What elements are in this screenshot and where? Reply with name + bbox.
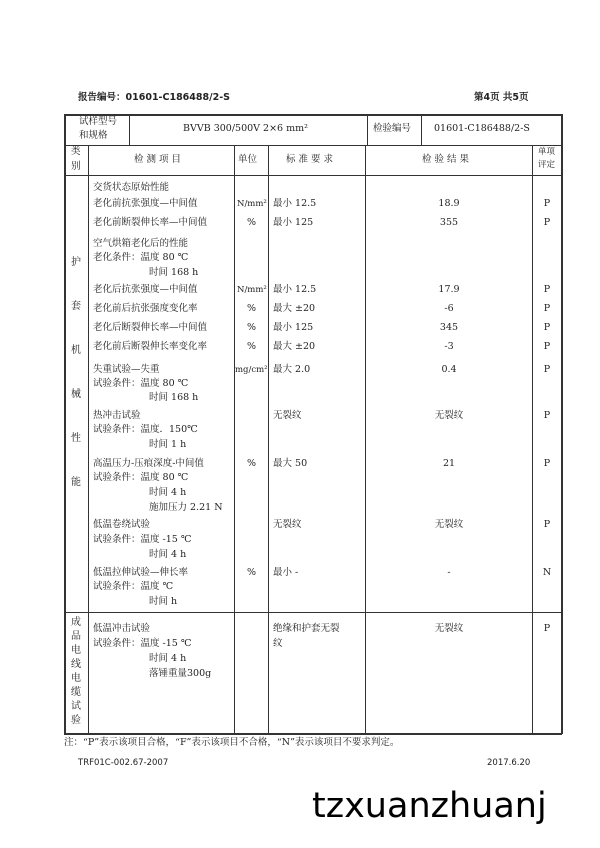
table-row-item: 时间 168 h: [149, 392, 199, 403]
table-row-judge: P: [543, 364, 551, 375]
table-row-item: 交货状态原始性能: [93, 182, 170, 193]
table-row-item: 老化前断裂伸长率—中间值: [93, 217, 208, 228]
col-item: 检 测 项 目: [134, 154, 182, 165]
table-row-item: 高温压力-压痕深度-中间值: [93, 458, 204, 469]
footnote: 注：“P”表示该项目合格，“F”表示该项目不合格，“N”表示该项目不要求判定。: [64, 737, 400, 748]
table-row-item: 试验条件：温度 ℃: [93, 581, 174, 592]
col-judge-line2: 评定: [538, 160, 556, 170]
table-row-item: 空气烘箱老化后的性能: [93, 238, 189, 249]
report-number: 报告编号：01601-C186488/2-S: [78, 92, 230, 103]
table-row-item: 老化后断裂伸长率—中间值: [93, 322, 208, 333]
table-row-item: 试验条件：温度 80 ℃: [93, 378, 189, 389]
section2-std: 纹: [273, 638, 283, 649]
table-row-unit: %: [246, 341, 257, 352]
table-row-std: 最大 2.0: [273, 364, 311, 375]
table-row-result: 18.9: [438, 198, 460, 209]
table-row-judge: P: [543, 284, 551, 295]
table-row-unit: %: [246, 217, 257, 228]
table-row-judge: P: [543, 217, 551, 228]
table-row-std: 最大 ±20: [273, 341, 316, 352]
col-standard: 标 准 要 求: [286, 154, 334, 165]
table-row-unit: N/mm²: [237, 199, 267, 209]
table-row-result: 无裂纹: [434, 410, 464, 421]
table-row-item: 试验条件：温度 -15 ℃: [93, 534, 192, 545]
page-info: 第4页 共5页: [474, 92, 529, 103]
col-category-line2: 别: [71, 161, 81, 172]
table-row-unit: %: [246, 567, 257, 578]
table-row-std: 最小 12.5: [273, 284, 317, 295]
section2-item: 时间 4 h: [149, 653, 187, 664]
section2-item: 低温冲击试验: [93, 623, 151, 634]
table-row-item: 时间 h: [149, 596, 178, 607]
table-row-unit: mg/cm²: [235, 365, 268, 375]
table-row-unit: %: [246, 458, 257, 469]
table-row-std: 最小 125: [273, 217, 314, 228]
table-row-judge: P: [543, 322, 551, 333]
table-row-std: 最大 ±20: [273, 303, 316, 314]
table-row-item: 老化条件：温度 80 ℃: [93, 252, 189, 263]
inspection-number: 01601-C186488/2-S: [434, 123, 530, 134]
section2-item: 试验条件：温度 -15 ℃: [93, 638, 192, 649]
table-row-judge: P: [543, 519, 551, 530]
form-number: TRF01C-002.67-2007: [78, 758, 169, 768]
table-row-result: 355: [439, 217, 459, 228]
col-unit: 单位: [238, 154, 258, 165]
col-result: 检 验 结 果: [422, 154, 470, 165]
table-row-judge: P: [543, 341, 551, 352]
table-row-item: 老化前后抗张强度变化率: [93, 303, 198, 314]
table-row-item: 低温拉伸试验—伸长率: [93, 567, 189, 578]
report-date: 2017.6.20: [487, 758, 531, 768]
table-row-item: 施加压力 2.21 N: [149, 502, 223, 513]
inspection-label: 检验编号: [373, 123, 412, 134]
table-row-std: 无裂纹: [273, 410, 302, 421]
sample-label-line1: 试样型号: [79, 116, 118, 127]
table-row-result: 无裂纹: [434, 519, 464, 530]
watermark: tzxuanzhuanj: [312, 786, 547, 826]
table-row-item: 失重试验—失重: [93, 364, 160, 375]
col-judge-line1: 单项: [538, 147, 556, 157]
table-row-std: 最小 12.5: [273, 198, 317, 209]
section2-judge: P: [543, 623, 551, 634]
table-row-item: 老化前抗张强度—中间值: [93, 198, 198, 209]
table-row-unit: %: [246, 303, 257, 314]
table-row-item: 试验条件：温度 80 ℃: [93, 472, 189, 483]
table-row-item: 时间 4 h: [149, 549, 187, 560]
table-row-item: 热冲击试验: [93, 410, 141, 421]
section2-std: 绝缘和护套无裂: [273, 623, 340, 634]
table-row-item: 时间 168 h: [149, 267, 199, 278]
section2-result: 无裂纹: [434, 623, 464, 634]
table-row-judge: N: [542, 567, 552, 578]
table-row-unit: N/mm²: [237, 285, 267, 295]
section2-item: 落锤重量300g: [149, 668, 212, 679]
table-row-judge: P: [543, 303, 551, 314]
table-row-std: 最大 50: [273, 458, 308, 469]
table-row-item: 时间 4 h: [149, 487, 187, 498]
table-row-item: 试验条件：温度．150℃: [93, 424, 198, 435]
table-row-unit: %: [246, 322, 257, 333]
sample-label-line2: 和规格: [79, 130, 108, 141]
table-row-result: 17.9: [438, 284, 460, 295]
table-row-result: 0.4: [441, 364, 457, 375]
table-row-result: -3: [444, 341, 454, 352]
table-row-result: 345: [439, 322, 459, 333]
table-row-std: 最小 125: [273, 322, 314, 333]
table-row-result: 21: [442, 458, 456, 469]
table-row-item: 老化前后断裂伸长率变化率: [93, 341, 208, 352]
table-row-item: 老化后抗张强度—中间值: [93, 284, 198, 295]
table-row-std: 无裂纹: [273, 519, 302, 530]
table-row-std: 最小 -: [273, 567, 299, 578]
table-row-item: 低温卷绕试验: [93, 519, 151, 530]
table-row-judge: P: [543, 410, 551, 421]
col-category-line1: 类: [71, 146, 81, 157]
table-row-judge: P: [543, 198, 551, 209]
sample-spec: BVVB 300/500V 2×6 mm²: [183, 123, 308, 134]
table-row-item: 时间 1 h: [149, 439, 187, 450]
table-row-result: -: [447, 567, 451, 578]
table-row-judge: P: [543, 458, 551, 469]
table-row-result: -6: [444, 303, 454, 314]
